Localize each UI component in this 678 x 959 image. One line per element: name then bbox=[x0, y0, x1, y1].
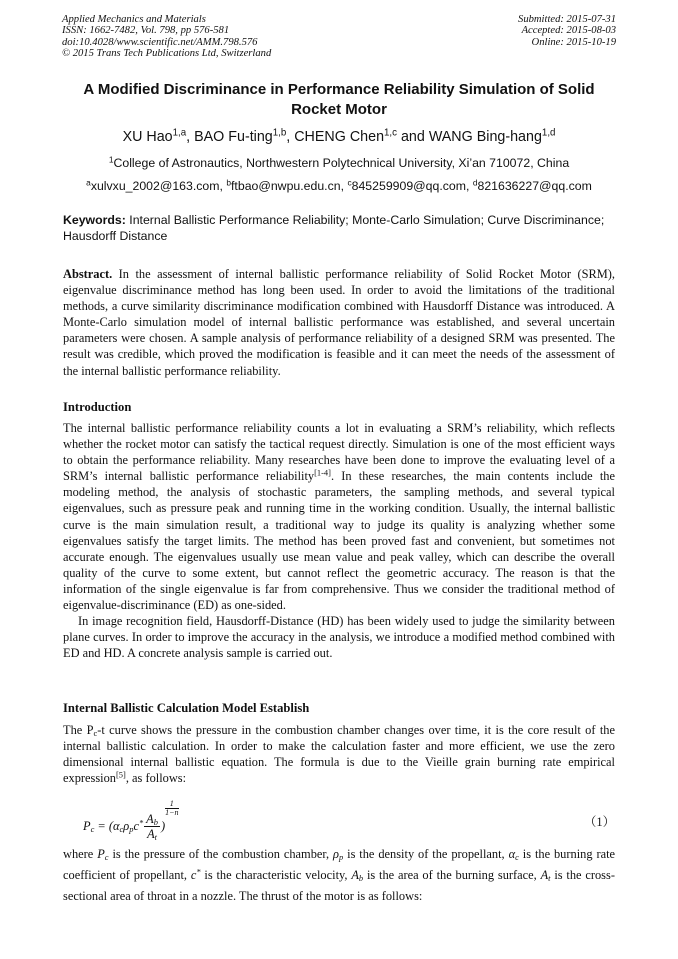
accepted-date: Accepted: 2015-08-03 bbox=[521, 25, 616, 37]
email-mark: d bbox=[472, 177, 478, 188]
paragraph-text: -t curve shows the pressure in the combustion chamber changes over time, it is the core result of the internal ballistic calculation. In order to make the calculation faster and more efficient, we use the zero dimensional internal ballistic equation. The formula is due to the Vieille grain burning rate empirical expression bbox=[63, 723, 615, 786]
paragraph-text: where bbox=[63, 847, 98, 861]
paragraph-text: . In these researches, the main contents include the modeling method, the analysis of stochastic parameters, the sampling methods, and several typical eigenvalues, such as pressure peak and running time in the working condition. Usually, the internal ballistic curve is the main simulation result, a traditional way to judge its quality is analyzing whether some eigenvalues satisfy the target limits. The method has been proved fast and convenient, but sometimes not accurate enough. The eigenvalues usually use mean value and peak valley, which can describe the overall quality of the curve to some extent, but cannot reflect the geometric accuracy. The reason is that the information of the single eigenvalue is far from comprehensive. Thus we consider the traditional method of eigenvalue-discriminance (ED) as one-sided. bbox=[63, 469, 615, 613]
author-affil-mark: 1,c bbox=[384, 127, 397, 139]
submission-dates bbox=[518, 14, 616, 48]
author-name: WANG Bing-hang bbox=[428, 129, 542, 145]
author-affil-mark: 1,a bbox=[172, 127, 187, 139]
paragraph-text: is the burning rate coefficient of propellant, bbox=[63, 847, 616, 882]
equation-formula: $P_c = (\alpha_c\rho_pc^*$ $\frac{A_b}{A_t}$ ) $\frac{1}{1-n}$ bbox=[83, 799, 179, 842]
paper-title: A Modified Discriminance in Performance Reliability Simulation of Solid Rocket Motor bbox=[83, 81, 595, 118]
model-body bbox=[63, 722, 615, 786]
paragraph-text: is the cross-sectional area of throat in a nozzle. The thrust of the motor is as follows: bbox=[63, 868, 615, 903]
author-separator: , bbox=[186, 129, 195, 145]
email-mark: c bbox=[347, 177, 352, 188]
equation-1 bbox=[63, 800, 615, 840]
paragraph bbox=[63, 722, 615, 786]
author-name: XU Hao bbox=[122, 129, 173, 145]
author-affil-mark: 1,b bbox=[272, 127, 287, 139]
fraction: $\frac{A_b}{A_t}$ bbox=[146, 811, 158, 842]
paragraph-text: is the density of the propellant, bbox=[347, 847, 509, 861]
affiliation-mark: 1 bbox=[108, 154, 114, 165]
citation: [5] bbox=[116, 769, 126, 780]
email: xulvxu_2002@163.com bbox=[90, 179, 220, 193]
journal-doi: doi:10.4028/www.scientific.net/AMM.798.576 bbox=[62, 36, 258, 48]
author-name: BAO Fu-ting bbox=[194, 129, 273, 145]
paragraph-text: is the characteristic velocity, bbox=[204, 868, 352, 882]
keywords bbox=[63, 212, 615, 244]
journal-name: Applied Mechanics and Materials bbox=[62, 14, 206, 25]
subscript: c bbox=[93, 728, 98, 739]
email: 821636227@qq.com bbox=[477, 179, 592, 193]
online-date: Online: 2015-10-19 bbox=[531, 36, 616, 48]
author-name: CHENG Chen bbox=[294, 129, 385, 145]
author-affil-mark: 1,d bbox=[541, 127, 556, 139]
paragraph-text: is the area of the burning surface, bbox=[366, 868, 541, 882]
abstract-label: Abstract. bbox=[63, 267, 113, 281]
paragraph-text: The P bbox=[63, 723, 94, 737]
keywords-text: Internal Ballistic Performance Reliability; Monte-Carlo Simulation; Curve Discriminance; Hausdorff Distance bbox=[63, 213, 605, 243]
exponent-fraction: $\frac{1}{1-n}$ bbox=[165, 799, 179, 817]
email: ftbao@nwpu.edu.cn bbox=[231, 179, 341, 193]
affiliation-text: College of Astronautics, Northwestern Polytechnical University, Xi’an 710072, China bbox=[113, 156, 570, 170]
email-mark: b bbox=[226, 177, 232, 188]
keywords-label: Keywords: bbox=[63, 213, 126, 227]
author-list bbox=[40, 128, 638, 146]
email-mark: a bbox=[86, 177, 91, 188]
citation: [1-4] bbox=[314, 467, 331, 478]
affiliation bbox=[40, 155, 638, 171]
introduction-body bbox=[63, 420, 615, 661]
author-emails: $^a$xulvxu_2002@163.com, $^b$ftbao@nwpu.edu.cn, $^c$845259909@qq.com, $^d$821636227@qq.com bbox=[86, 177, 592, 193]
section-heading-model: Internal Ballistic Calculation Model Establish bbox=[63, 701, 310, 715]
author-separator: and bbox=[397, 129, 429, 145]
abstract-text: In the assessment of internal ballistic performance reliability of Solid Rocket Motor (SRM), eigenvalue discriminance method has long been used. In order to avoid the limitations of the traditional methods, a curve similarity discriminance modification combined with Hausdorff Distance was introduced. A Monte-Carlo simulation model of internal ballistic performance was established, and several uncertain parameters were chosen. A sample analysis of performance reliability of a designed SRM was presented. The result was credible, which proved the modification is feasible and it can meet the needs of the assessment of the internal ballistic performance reliability. bbox=[63, 267, 615, 378]
section-heading-introduction: Introduction bbox=[63, 400, 132, 414]
journal-copyright: © 2015 Trans Tech Publications Ltd, Switzerland bbox=[62, 48, 272, 60]
paragraph-text: , as follows: bbox=[125, 771, 187, 786]
variable-definitions: where $P_c$ is the pressure of the combustion chamber, $\rho_p$ is the density of the propellant, $\alpha_c$ is the burning rate coefficient of propellant, c* is the characteristic velocity, $A_b$ is the area of the burning surface, $A_t$ is the cross-sectional area of throat in a nozzle. The thrust of the motor is as follows: bbox=[63, 847, 616, 903]
email: 845259909@qq.com bbox=[351, 179, 466, 193]
journal-info bbox=[62, 14, 271, 60]
paragraph bbox=[63, 420, 615, 613]
paragraph: In image recognition field, Hausdorff-Distance (HD) has been widely used to judge the similarity between plane curves. In order to improve the accuracy in the analysis, we introduce a modified method combined with ED and HD. A concrete analysis sample is carried out. bbox=[63, 614, 615, 661]
paragraph-text: The internal ballistic performance reliability counts a lot in evaluating a SRM’s reliability, which reflects whether the rocket motor can satisfy the tactical request directly. Simulation is one of the most efficient ways to obtain the performance reliability. Many researches have been done to improve the evaluating level of a SRM’s internal ballistic performance reliability bbox=[63, 421, 615, 484]
equation-number: （1） bbox=[584, 815, 615, 829]
paragraph-text: is the pressure of the combustion chamber, bbox=[112, 847, 334, 861]
journal-issn: ISSN: 1662-7482, Vol. 798, pp 576-581 bbox=[62, 25, 230, 37]
submitted-date: Submitted: 2015-07-31 bbox=[518, 14, 616, 25]
abstract bbox=[63, 266, 615, 379]
author-separator: , bbox=[286, 129, 295, 145]
